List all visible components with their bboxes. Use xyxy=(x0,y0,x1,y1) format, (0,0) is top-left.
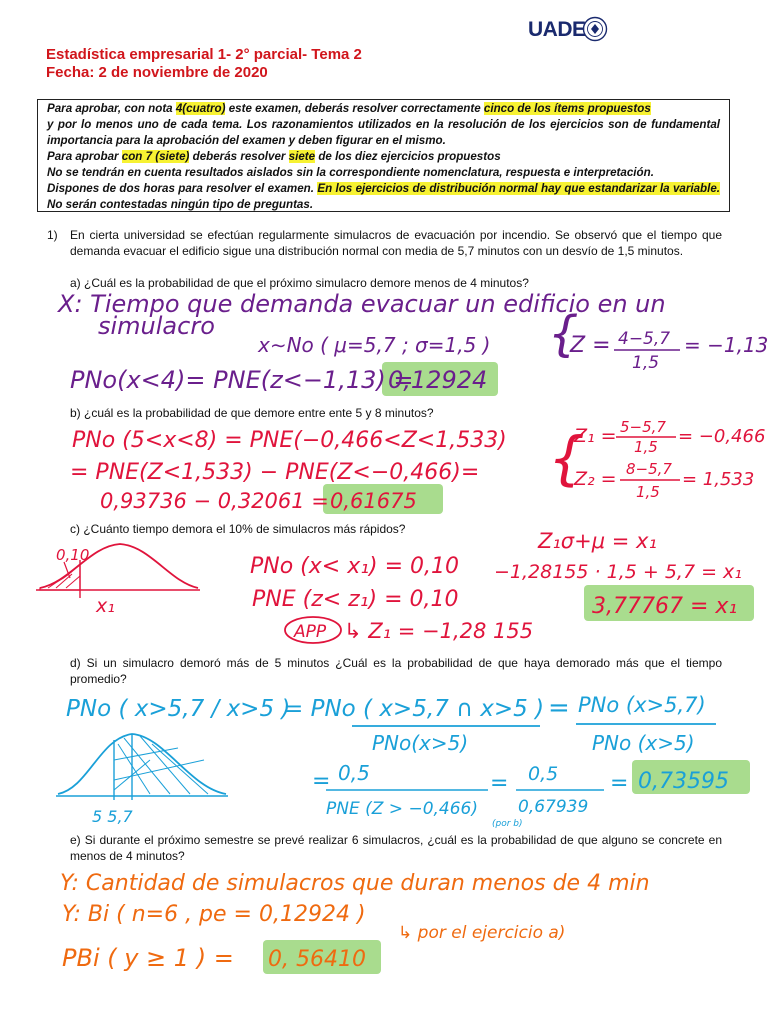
a-variable-definition-2: simulacro xyxy=(98,312,215,340)
instructions-line-3: Para aprobar con 7 (siete) deberás resolver siete de los diez ejercicios propuestos xyxy=(47,150,501,163)
e-distribution: Y: Bi ( n=6 , pe = 0,12924 ) xyxy=(62,902,366,927)
d-equals: = xyxy=(548,693,570,723)
c-line-1: PNo (x< x₁) = 0,10 xyxy=(250,554,460,579)
instructions-line-2: y por lo menos uno de cada tema. Los razonamientos utilizados en la resolución de los ejercicios son de fundamental importancia para la aprobación del examen y deben figurar en el mismo. xyxy=(47,118,720,147)
e-note: ↳ por el ejercicio a) xyxy=(398,923,566,943)
b-z2-denominator: 1,5 xyxy=(636,483,660,501)
c-app-label: APP xyxy=(294,622,327,642)
d-conditional-probability: PNo ( x>5,7 / x>5 ) xyxy=(66,696,291,722)
exam-date: Fecha: 2 de noviembre de 2020 xyxy=(46,64,268,81)
a-z-result: = −1,13 xyxy=(684,333,768,357)
exercise-statement: En cierta universidad se efectúan regularmente simulacros de evacuación por incendio. Se observó que el tiempo que demanda evacuar el edificio sigue una distribución normal con media de 5,7 minutos con un desvío de 1,5 minutos. xyxy=(70,228,722,258)
a-z-numerator: 4−5,7 xyxy=(618,329,671,349)
question-a: a) ¿Cuál es la probabilidad de que el próximo simulacro demore menos de 4 minutos? xyxy=(70,276,529,290)
d-frac2-numerator: 0,5 xyxy=(528,763,559,785)
b-z2-result: = 1,533 xyxy=(682,469,755,490)
e-probability: PBi ( y ≥ 1 ) = xyxy=(62,944,234,972)
d-frac2-denominator: 0,67939 xyxy=(518,797,589,817)
c-line-2: PNE (z< z₁) = 0,10 xyxy=(252,587,459,612)
b-z1-numerator: 5−5,7 xyxy=(620,418,666,436)
question-d: d) Si un simulacro demoró más de 5 minutos ¿Cuál es la probabilidad de que haya demorado más que el tiempo promedio? xyxy=(70,656,722,686)
a-result: 0,12924 xyxy=(388,366,488,394)
e-result: 0, 56410 xyxy=(268,947,366,972)
a-variable-definition: X: Tiempo que demanda evacuar un edificio en un xyxy=(58,290,666,318)
d-equals-2: = xyxy=(312,769,331,794)
a-distribution: x∼No ( μ=5,7 ; σ=1,5 ) xyxy=(258,333,491,357)
d-normal-curve xyxy=(56,734,228,800)
c-x1-label: x₁ xyxy=(96,595,115,617)
d-frac1-denominator: PNE (Z > −0,466) xyxy=(326,799,478,819)
c-result: 3,77767 = x₁ xyxy=(592,594,738,619)
question-c: c) ¿Cuánto tiempo demora el 10% de simulacros más rápidos? xyxy=(70,522,406,536)
e-variable-definition: Y: Cantidad de simulacros que duran menos de 4 min xyxy=(60,871,650,896)
a-probability: PNo(x<4)= PNE(z<−1,13) = xyxy=(70,366,414,394)
exercise-number: 1) xyxy=(47,228,58,242)
d-denominator-1: PNo(x>5) xyxy=(372,731,469,755)
instructions-line-1: Para aprobar, con nota 4(cuatro) este examen, deberás resolver correctamente cinco de los ítems propuestos xyxy=(47,102,651,115)
d-axis-ticks: 5 5,7 xyxy=(92,807,133,826)
a-z-denominator: 1,5 xyxy=(632,353,660,373)
uade-logo: UADE xyxy=(528,18,586,41)
b-brace: { xyxy=(548,424,585,492)
d-numerator-2: PNo (x>5,7) xyxy=(578,693,706,717)
d-denominator-2: PNo (x>5) xyxy=(592,731,695,755)
b-line-1: PNo (5<x<8) = PNE(−0,466<Z<1,533) xyxy=(72,428,507,453)
b-line-2: = PNE(Z<1,533) − PNE(Z<−0,466)= xyxy=(70,460,480,485)
a-z-label: Z = xyxy=(570,333,611,358)
a-brace: { xyxy=(548,306,579,362)
c-formula-1: Z₁σ+μ = x₁ xyxy=(538,529,657,553)
question-e: e) Si durante el próximo semestre se prevé realizar 6 simulacros, ¿cuál es la probabilidad de que alguno se concrete en menos de 4 minutos? xyxy=(70,833,722,863)
instructions-line-5: Dispones de dos horas para resolver el examen. En los ejercicios de distribución normal hay que estandarizar la variable. No serán contestadas ningún tipo de preguntas. xyxy=(47,182,720,211)
b-z1-label: Z₁ = xyxy=(574,425,617,447)
instructions-line-4: No se tendrán en cuenta resultados aislados sin la correspondiente nomenclatura, respuesta e interpretación. xyxy=(47,166,654,179)
c-formula-2: −1,28155 · 1,5 + 5,7 = x₁ xyxy=(494,561,742,583)
d-note: (por b) xyxy=(492,819,523,829)
b-z1-denominator: 1,5 xyxy=(634,438,658,456)
d-result: 0,73595 xyxy=(638,769,729,794)
d-equals-4: = xyxy=(610,771,629,796)
d-intersection: = PNo ( x>5,7 ∩ x>5 ) xyxy=(284,696,545,722)
c-area-label: 0,10 xyxy=(56,546,90,564)
c-line-3: ↳ Z₁ = −1,28 155 xyxy=(344,619,534,643)
b-z2-numerator: 8−5,7 xyxy=(626,460,672,478)
b-z1-result: = −0,466 xyxy=(678,426,766,447)
b-result: 0,61675 xyxy=(330,489,417,513)
b-line-3: 0,93736 − 0,32061 = xyxy=(100,489,329,513)
exam-title: Estadística empresarial 1- 2° parcial- Tema 2 xyxy=(46,46,362,63)
b-z2-label: Z₂ = xyxy=(574,468,617,490)
question-b: b) ¿cuál es la probabilidad de que demore entre ente 5 y 8 minutos? xyxy=(70,406,434,420)
d-frac1-numerator: 0,5 xyxy=(338,761,370,785)
d-equals-3: = xyxy=(490,771,509,796)
